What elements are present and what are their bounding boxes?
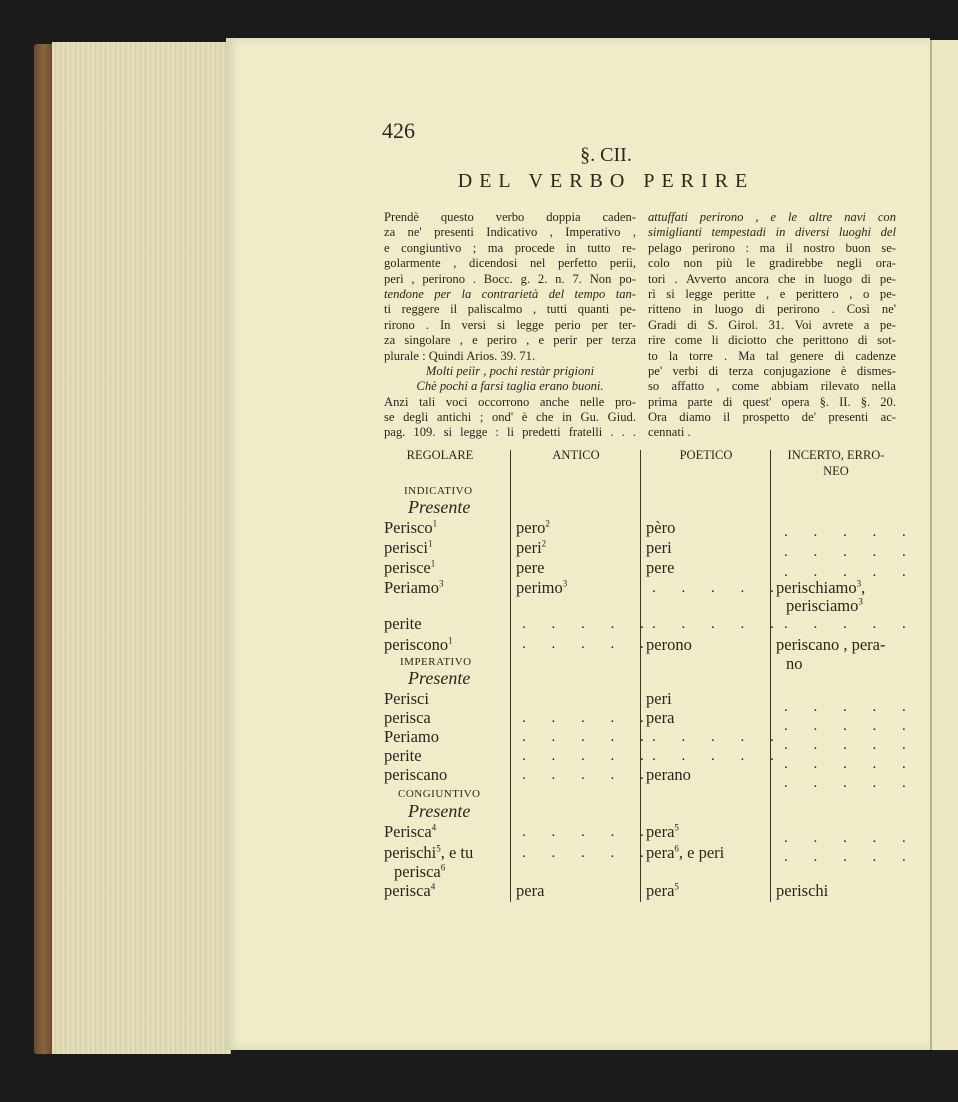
text-line: attuffati perirono , e le altre navi con xyxy=(648,210,896,224)
regolare-form: perisca$^4$ xyxy=(384,881,436,900)
empty-cell-dots: . . . . . xyxy=(522,748,655,764)
text-line: to la torre . Ma tal genere di cadenze xyxy=(648,348,896,363)
empty-cell-dots: . . . . . xyxy=(784,737,917,753)
poetico-form: pèro xyxy=(646,518,676,537)
empty-cell-dots: . . . . . xyxy=(652,616,785,632)
column-rule xyxy=(510,484,511,902)
text-line: simiglianti tempestadi in diversi luoghi del xyxy=(648,225,896,240)
poetico-form: peri xyxy=(646,538,672,557)
text-line: colo non più le gradirebbe negli ora- xyxy=(648,256,896,271)
regolare-form: perisca$^6$ xyxy=(394,862,446,881)
header-incerto: INCERTO, ERRO- xyxy=(787,448,885,462)
poetico-form: pera$^5$ xyxy=(646,822,679,841)
regolare-form: perite xyxy=(384,614,422,633)
empty-cell-dots: . . . . . xyxy=(652,580,785,596)
text-line: tori . Avverto ancora che in luogo di pe- xyxy=(648,271,896,286)
text-line: pelago perirono : ma il nostro buon se- xyxy=(648,240,896,255)
empty-cell-dots: . . . . . xyxy=(652,748,785,764)
regolare-form: perite xyxy=(384,746,422,765)
text-line: cennati . xyxy=(648,425,691,440)
regolare-form: perisce$^1$ xyxy=(384,558,436,577)
verse-line: Chè pochi a farsi taglia erano buoni. xyxy=(416,379,604,394)
chapter-heading: DEL VERBO PERIRE xyxy=(457,170,755,192)
empty-cell-dots: . . . . . xyxy=(784,616,917,632)
antico-form: pero$^2$ xyxy=(516,518,550,537)
poetico-form: perono xyxy=(646,635,692,654)
text-line: ti reggere il paliscalmo , tutti quanti pe- xyxy=(384,302,636,317)
empty-cell-dots: . . . . . xyxy=(784,524,917,540)
text-line: Prendè questo verbo doppia caden- xyxy=(384,210,636,224)
antico-form: pera xyxy=(516,881,545,900)
incerto-form: perischiamo$^3$, xyxy=(776,578,866,597)
page-stack-edge xyxy=(52,42,231,1054)
column-rule xyxy=(770,450,771,484)
incerto-form: perischi xyxy=(776,881,829,900)
regolare-form: Periamo$^3$ xyxy=(384,578,444,597)
empty-cell-dots: . . . . . xyxy=(522,710,655,726)
text-line: prima parte di quest' opera §. II. §. 20. xyxy=(648,394,896,409)
text-line: Gradi di S. Girol. 31. Voi avrete a pe- xyxy=(648,317,896,332)
header-poetico: POETICO xyxy=(679,448,733,462)
header-antico: ANTICO xyxy=(552,448,600,462)
regolare-form: perischi$^5$, e tu xyxy=(384,843,474,862)
antico-form: pere xyxy=(516,558,545,577)
incerto-form: perisciamo$^3$ xyxy=(786,596,863,615)
regolare-form: Perisco$^1$ xyxy=(384,518,438,537)
regolare-form: Perisca$^4$ xyxy=(384,822,437,841)
incerto-form: periscano , pera- xyxy=(776,635,886,654)
text-line: za singolare , e periro , e perir per terza xyxy=(384,333,636,348)
poetico-form: pera xyxy=(646,708,675,727)
text-line: ritteno in luogo di perirono . Così ne' xyxy=(648,302,896,317)
mood-label-congiuntivo: CONGIUNTIVO xyxy=(398,788,481,800)
text-line: golarmente , dicendosi nel perfetto perii, xyxy=(384,256,636,271)
empty-cell-dots: . . . . . xyxy=(784,775,917,791)
regolare-form: perisci$^1$ xyxy=(384,538,433,557)
tense-label: Presente xyxy=(408,801,471,821)
facing-page-edge xyxy=(930,40,958,1050)
section-number: §. CII. xyxy=(580,144,632,166)
column-rule xyxy=(640,450,641,484)
empty-cell-dots: . . . . . xyxy=(784,718,917,734)
empty-cell-dots: . . . . . xyxy=(522,845,655,861)
regolare-form: periscono$^1$ xyxy=(384,635,453,654)
text-line: pag. 109. si legge : li predetti fratelli . . . xyxy=(384,425,636,440)
empty-cell-dots: . . . . . xyxy=(784,756,917,772)
poetico-form: pera$^6$, e peri xyxy=(646,843,725,862)
left-text-column xyxy=(384,210,636,441)
empty-cell-dots: . . . . . xyxy=(522,767,655,783)
empty-cell-dots: . . . . . xyxy=(522,729,655,745)
regolare-form: Periamo xyxy=(384,727,439,746)
text-line: se degli antichi ; ond' è che in Gu. Giud. xyxy=(384,410,636,425)
empty-cell-dots: . . . . . xyxy=(522,616,655,632)
text-line: Anzi tali voci occorrono anche nelle pro- xyxy=(384,394,636,409)
empty-cell-dots: . . . . . xyxy=(652,729,785,745)
mood-label-imperativo: IMPERATIVO xyxy=(400,656,472,668)
regolare-form: perisca xyxy=(384,708,431,727)
antico-form: perimo$^3$ xyxy=(516,578,568,597)
text-line: e congiuntivo ; ma procede in tutto re- xyxy=(384,240,636,255)
antico-form: peri$^2$ xyxy=(516,538,547,557)
empty-cell-dots: . . . . . xyxy=(522,636,655,652)
text-line: Ora diamo il prospetto de' presenti ac- xyxy=(648,410,896,425)
text-line: rire come li diciotto che perittono di sot- xyxy=(648,333,896,348)
empty-cell-dots: . . . . . xyxy=(784,849,917,865)
mood-label-indicativo: INDICATIVO xyxy=(404,485,473,497)
verse-line: Molti peiìr , pochi restàr prigioni xyxy=(425,363,595,378)
regolare-form: periscano xyxy=(384,765,448,784)
tense-label: Presente xyxy=(408,668,471,688)
empty-cell-dots: . . . . . xyxy=(522,824,655,840)
empty-cell-dots: . . . . . xyxy=(784,699,917,715)
regolare-form: Perisci xyxy=(384,689,429,708)
poetico-form: peri xyxy=(646,689,672,708)
empty-cell-dots: . . . . . xyxy=(784,830,917,846)
column-rule xyxy=(770,484,771,902)
poetico-form: perano xyxy=(646,765,691,784)
empty-cell-dots: . . . . . xyxy=(784,564,917,580)
poetico-form: pera$^5$ xyxy=(646,881,679,900)
text-line: perì , perirono . Bocc. g. 2. n. 7. Non po- xyxy=(384,271,636,286)
poetico-form: pere xyxy=(646,558,675,577)
text-line: rì si legge peritte , e perittero , o pe- xyxy=(648,286,896,301)
column-rule xyxy=(510,450,511,484)
text-line: za ne' presenti Indicativo , Imperativo , xyxy=(384,225,636,240)
empty-cell-dots: . . . . . xyxy=(784,544,917,560)
incerto-form: no xyxy=(786,654,803,673)
text-line: plurale : Quindi Arios. 39. 71. xyxy=(384,348,536,363)
header-regolare: REGOLARE xyxy=(406,448,474,462)
tense-label: Presente xyxy=(408,497,471,517)
right-text-column xyxy=(648,210,896,441)
page-number: 426 xyxy=(382,118,415,143)
header-incerto-cont: NEO xyxy=(823,464,849,478)
text-line: pe' verbi di terza conjugazione è dismes- xyxy=(648,363,896,378)
text-line: rirono . In versi si legge perio per ter- xyxy=(384,317,636,332)
text-line: tendone per la contrarietà del tempo tan- xyxy=(384,286,636,301)
text-line: so affatto , come abbiam rilevato nella xyxy=(648,379,896,394)
